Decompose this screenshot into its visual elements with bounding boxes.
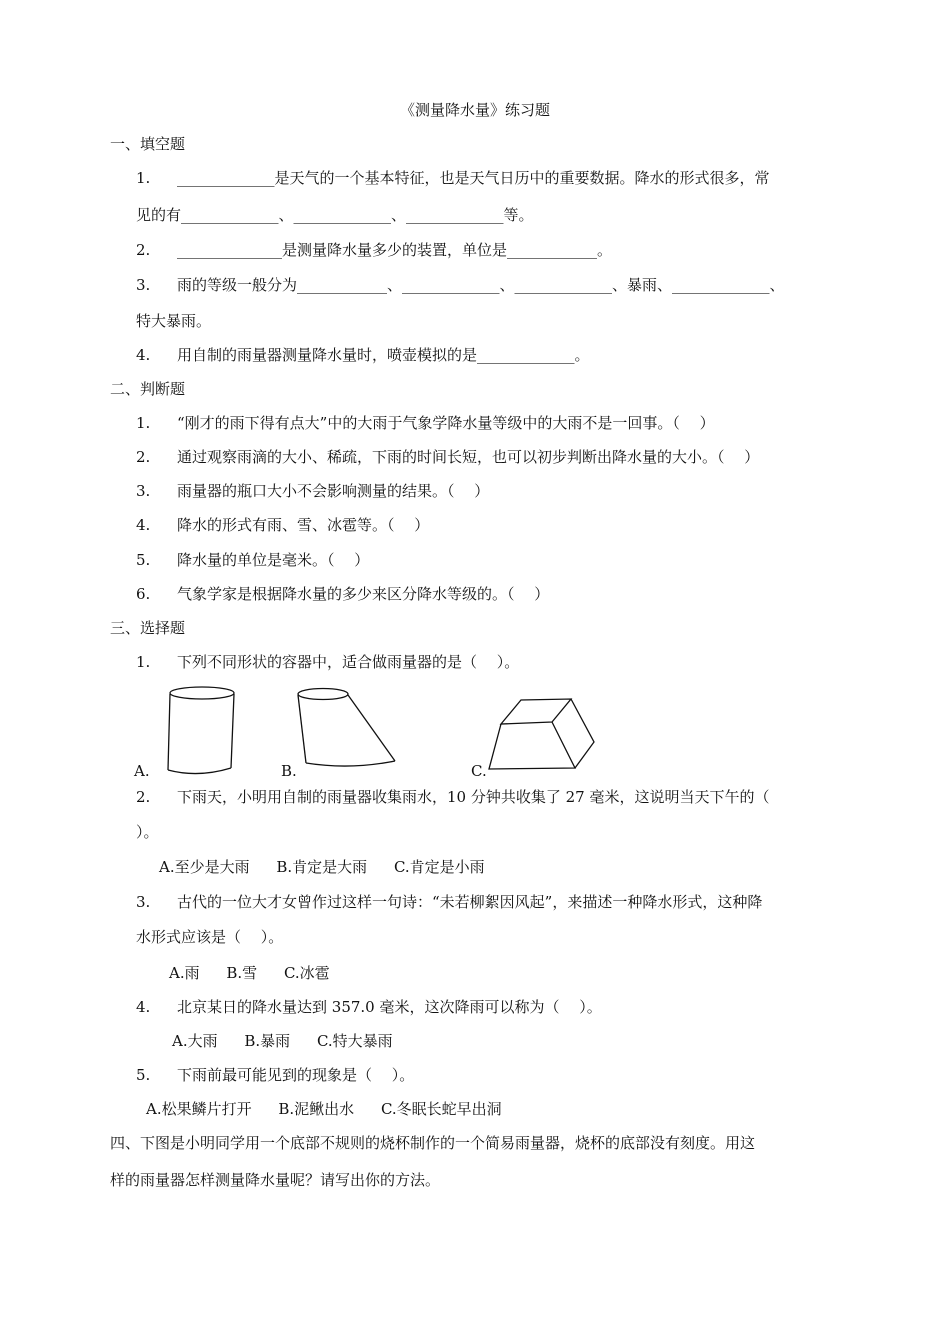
question-number: 5.: [136, 551, 151, 569]
question-number: 6.: [136, 585, 151, 603]
choice-question-3-options: [169, 963, 352, 983]
prism-box-icon: [489, 699, 594, 769]
option-b: B.泥鳅出水: [278, 1100, 355, 1118]
question-text: 下列不同形状的容器中，适合做雨量器的是（ ）。: [177, 653, 520, 671]
option-c: C.冰雹: [283, 964, 330, 982]
choice-question-2: [0, 787, 950, 807]
question-number: 1.: [136, 169, 151, 187]
question-number: 1.: [136, 653, 151, 671]
figure-label-a: A.: [134, 762, 150, 780]
option-b: B.雪: [226, 964, 258, 982]
question-text: 降水量的单位是毫米。（ ）: [177, 551, 370, 569]
question-text: 通过观察雨滴的大小、稀疏，下雨的时间长短，也可以初步判断出降水量的大小。（ ）: [177, 448, 760, 466]
question-number: 1.: [136, 414, 151, 432]
question-text: _____________是天气的一个基本特征，也是天气日历中的重要数据。降水的形式很多，常: [177, 169, 770, 187]
option-a: A.大雨: [172, 1032, 218, 1050]
choice-question-2-options: [159, 857, 507, 877]
option-b: B.暴雨: [244, 1032, 291, 1050]
option-c: C.肯定是小雨: [393, 858, 485, 876]
question-text: 古代的一位大才女曾作过这样一句诗：“未若柳絮因风起”，来描述一种降水形式，这种降: [177, 893, 763, 911]
open-question: 四、下图是小明同学用一个底部不规则的烧杯制作的一个简易雨量器，烧杯的底部没有刻度。用这: [110, 1134, 756, 1152]
choice-question-3: [0, 892, 950, 912]
question-number: 2.: [136, 448, 151, 466]
option-c: C.冬眠长蛇早出洞: [380, 1100, 502, 1118]
fill-blank-question-3-continued: 特大暴雨。: [136, 312, 212, 330]
question-text: 下雨天，小明用自制的雨量器收集雨水，10 分钟共收集了 27 毫米，这说明当天下午的（: [177, 788, 770, 806]
choice-question-5: [0, 1065, 950, 1085]
question-number: 3.: [136, 893, 151, 911]
option-c: C.特大暴雨: [316, 1032, 393, 1050]
question-number: 3.: [136, 276, 151, 294]
open-question-continued: 样的雨量器怎样测量降水量呢？请写出你的方法。: [110, 1171, 441, 1189]
question-text: 雨的等级一般分为____________、_____________、_____________、暴雨、_____________、: [177, 276, 785, 294]
option-a: A.松果鳞片打开: [146, 1100, 252, 1118]
section-heading-multiple-choice: 三、选择题: [110, 619, 186, 637]
choice-question-2-continued: ）。: [136, 823, 159, 841]
option-a: A.雨: [169, 964, 200, 982]
question-text: 下雨前最可能见到的现象是（ ）。: [177, 1066, 415, 1084]
question-number: 4.: [136, 516, 151, 534]
section-heading-true-false: 二、判断题: [110, 380, 186, 398]
choice-question-5-options: [146, 1099, 524, 1119]
choice-question-4-options: [172, 1031, 415, 1051]
question-number: 4.: [136, 346, 151, 364]
question-text: 北京某日的降水量达到 357.0 毫米，这次降雨可以称为（ ）。: [177, 998, 602, 1016]
question-text: “刚才的雨下得有点大”中的大雨于气象学降水量等级中的大雨不是一回事。（ ）: [177, 414, 715, 432]
choice-question-4: [0, 997, 950, 1017]
question-number: 4.: [136, 998, 151, 1016]
cylinder-icon: [168, 687, 234, 774]
page-title: 《测量降水量》练习题: [399, 101, 550, 119]
question-number: 5.: [136, 1066, 151, 1084]
question-text: 用自制的雨量器测量降水量时，喷壶模拟的是_____________。: [177, 346, 590, 364]
truncated-cone-icon: [298, 689, 395, 767]
question-text: ______________是测量降水量多少的装置，单位是____________。: [177, 241, 613, 259]
question-text: 降水的形式有雨、雪、冰雹等。（ ）: [177, 516, 430, 534]
figure-label-b: B.: [281, 762, 297, 780]
fill-blank-question-1-continued: 见的有_____________、_____________、_____________等。: [136, 206, 534, 224]
question-text: 气象学家是根据降水量的多少来区分降水等级的。（ ）: [177, 585, 550, 603]
option-a: A.至少是大雨: [159, 858, 250, 876]
choice-question-3-continued: 水形式应该是（ ）。: [136, 928, 284, 946]
question-text: 雨量器的瓶口大小不会影响测量的结果。（ ）: [177, 482, 490, 500]
question-number: 3.: [136, 482, 151, 500]
figure-label-c: C.: [471, 762, 487, 780]
option-b: B.肯定是大雨: [276, 858, 368, 876]
question-number: 2.: [136, 241, 151, 259]
question-number: 2.: [136, 788, 151, 806]
section-heading-fill-blank: 一、填空题: [110, 135, 186, 153]
